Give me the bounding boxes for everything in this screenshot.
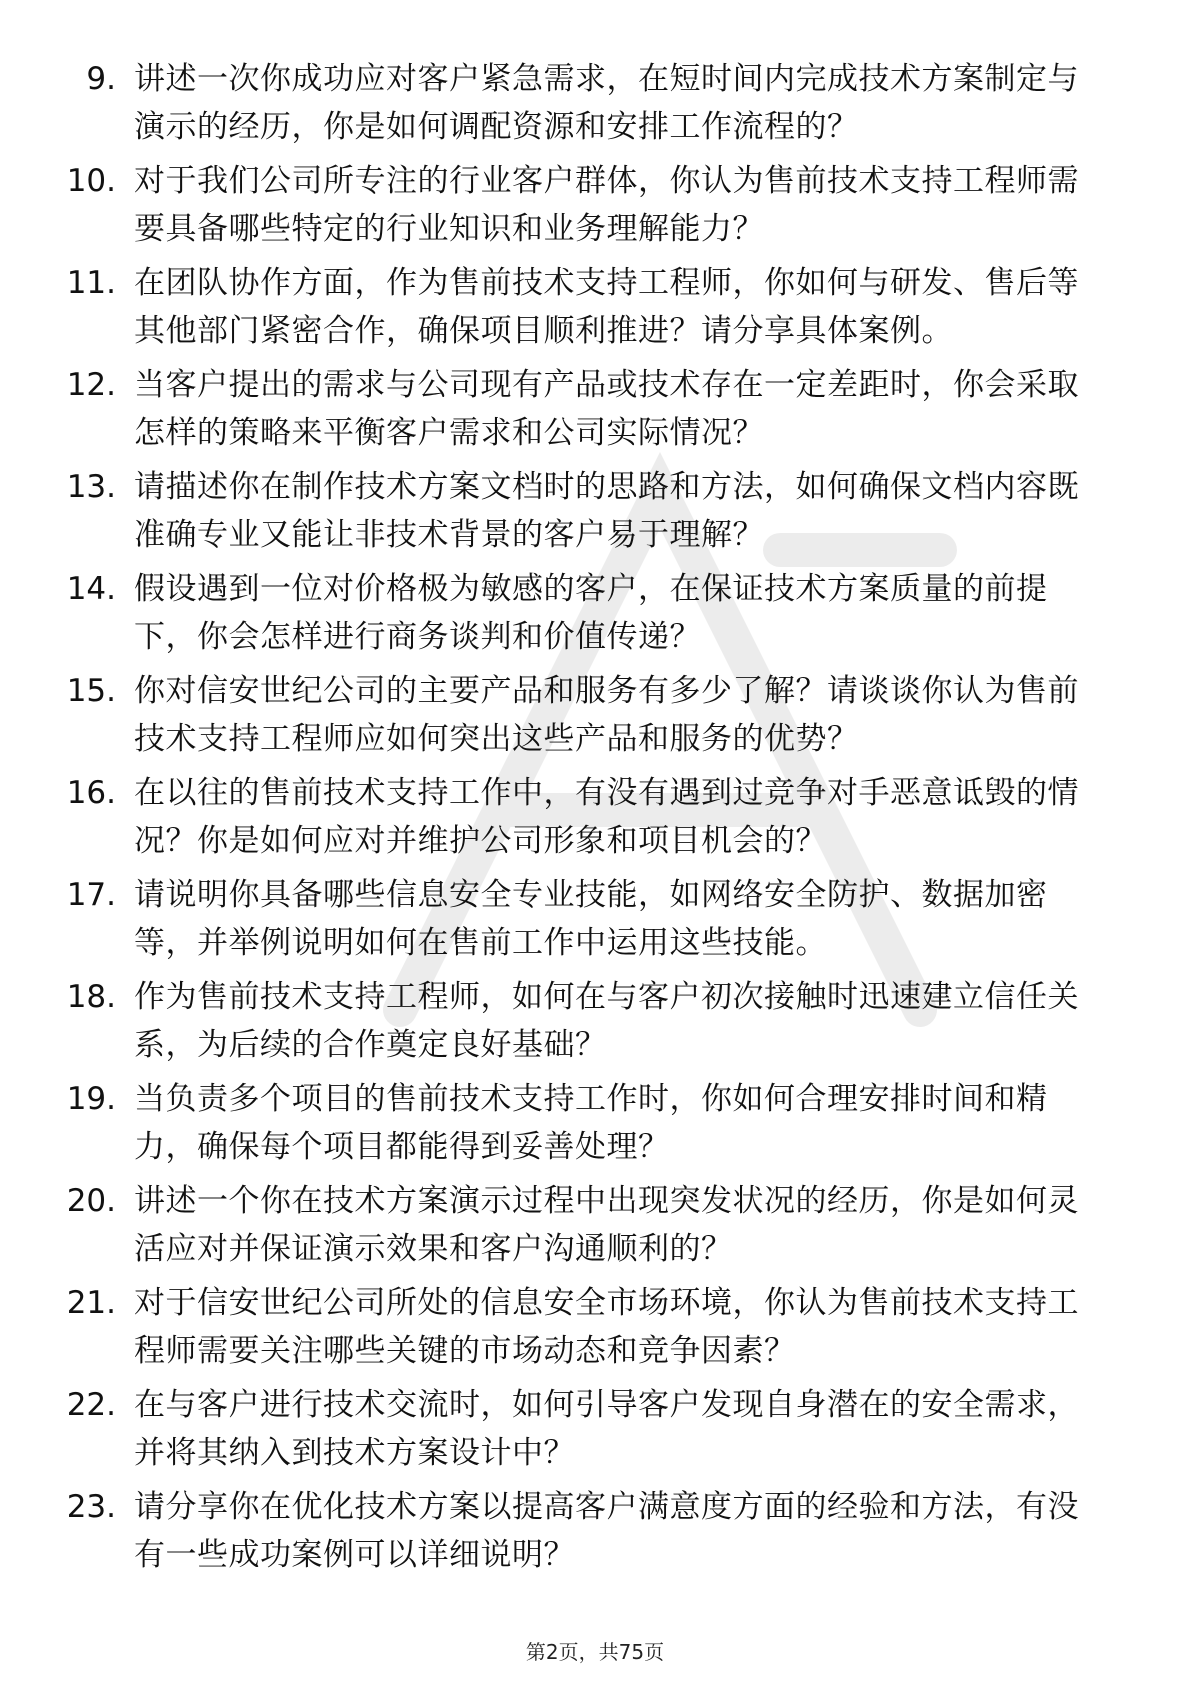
question-item	[60, 769, 1110, 871]
question-item	[60, 1177, 1110, 1279]
question-text: 你对信安世纪公司的主要产品和服务有多少了解？请谈谈你认为售前技术支持工程师应如何突出这些产品和服务的优势？	[134, 673, 1079, 757]
question-text: 在以往的售前技术支持工作中，有没有遇到过竞争对手恶意诋毁的情况？你是如何应对并维护公司形象和项目机会的？	[134, 775, 1079, 859]
question-item	[60, 1279, 1110, 1381]
question-item	[60, 1483, 1110, 1585]
question-text: 在团队协作方面，作为售前技术支持工程师，你如何与研发、售后等其他部门紧密合作，确保项目顺利推进？请分享具体案例。	[134, 265, 1079, 349]
question-item	[60, 157, 1110, 259]
question-text: 请描述你在制作技术方案文档时的思路和方法，如何确保文档内容既准确专业又能让非技术背景的客户易于理解？	[134, 469, 1079, 553]
question-number: 15.	[66, 673, 116, 709]
page-number-footer: 第2页，共75页	[525, 1640, 665, 1664]
question-text: 讲述一个你在技术方案演示过程中出现突发状况的经历，你是如何灵活应对并保证演示效果和客户沟通顺利的？	[134, 1183, 1079, 1267]
question-item	[60, 973, 1110, 1075]
question-number: 10.	[66, 163, 116, 199]
question-text: 假设遇到一位对价格极为敏感的客户，在保证技术方案质量的前提下，你会怎样进行商务谈判和价值传递？	[134, 571, 1048, 655]
question-item	[60, 55, 1110, 157]
question-text: 对于我们公司所专注的行业客户群体，你认为售前技术支持工程师需要具备哪些特定的行业知识和业务理解能力？	[134, 163, 1079, 247]
question-text: 讲述一次你成功应对客户紧急需求，在短时间内完成技术方案制定与演示的经历，你是如何调配资源和安排工作流程的？	[134, 61, 1079, 145]
question-number: 21.	[66, 1285, 116, 1321]
question-number: 11.	[66, 265, 116, 301]
question-item	[60, 1075, 1110, 1177]
question-item	[60, 1381, 1110, 1483]
question-text: 当负责多个项目的售前技术支持工作时，你如何合理安排时间和精力，确保每个项目都能得到妥善处理？	[134, 1081, 1048, 1165]
question-number: 12.	[66, 367, 116, 403]
question-number: 9.	[86, 61, 116, 97]
question-number: 23.	[66, 1489, 116, 1525]
question-number: 17.	[66, 877, 116, 913]
question-item	[60, 667, 1110, 769]
question-number: 22.	[66, 1387, 116, 1423]
question-item	[60, 565, 1110, 667]
question-number: 16.	[66, 775, 116, 811]
question-number: 19.	[66, 1081, 116, 1117]
question-item	[60, 871, 1110, 973]
question-text: 请说明你具备哪些信息安全专业技能，如网络安全防护、数据加密等，并举例说明如何在售前工作中运用这些技能。	[134, 877, 1048, 961]
question-item	[60, 463, 1110, 565]
question-item	[60, 361, 1110, 463]
question-item	[60, 259, 1110, 361]
question-number: 20.	[66, 1183, 116, 1219]
question-text: 在与客户进行技术交流时，如何引导客户发现自身潜在的安全需求，并将其纳入到技术方案设计中？	[134, 1387, 1079, 1471]
question-text: 对于信安世纪公司所处的信息安全市场环境，你认为售前技术支持工程师需要关注哪些关键的市场动态和竞争因素？	[134, 1285, 1079, 1369]
question-text: 作为售前技术支持工程师，如何在与客户初次接触时迅速建立信任关系，为后续的合作奠定良好基础？	[134, 979, 1079, 1063]
question-number: 14.	[66, 571, 116, 607]
question-list	[60, 55, 1110, 1585]
question-number: 13.	[66, 469, 116, 505]
question-text: 请分享你在优化技术方案以提高客户满意度方面的经验和方法，有没有一些成功案例可以详细说明？	[134, 1489, 1079, 1573]
question-number: 18.	[66, 979, 116, 1015]
question-text: 当客户提出的需求与公司现有产品或技术存在一定差距时，你会采取怎样的策略来平衡客户需求和公司实际情况？	[134, 367, 1079, 451]
